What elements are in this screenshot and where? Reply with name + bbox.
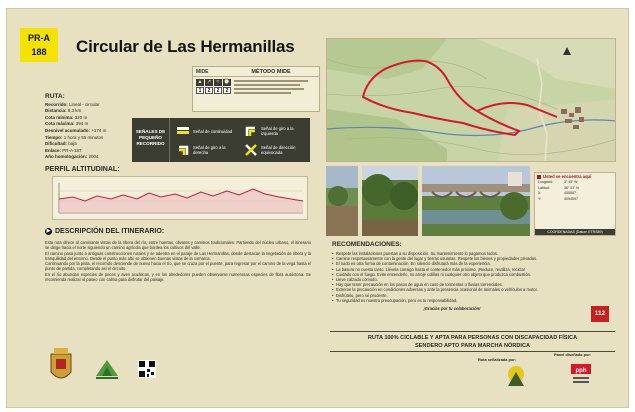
- landscape-photo: [326, 166, 358, 236]
- location-marker-icon: [537, 175, 541, 179]
- trail-signs-legend: [132, 118, 310, 162]
- recommendations-heading: RECOMENDACIONES:: [332, 241, 402, 248]
- environment-icon: ▲: [197, 79, 203, 85]
- coordinate-row: X: 405587: [538, 191, 576, 196]
- you-are-here-box: [534, 172, 616, 236]
- mide-rating-grid: [196, 79, 231, 94]
- collaboration-note: ¡Gracias por tu colaboración!: [423, 306, 481, 312]
- recommendation-item: • Disfrútelo, pero sé prudente.: [332, 293, 572, 298]
- recommendation-item: • Cuidado con el fuego. Evite encenderlo, no arroje colillas ni cualquier otro objeto que produzca combustión.: [332, 272, 572, 277]
- route-summary-row: Tiempo: 1 hora y 55 minutos: [45, 134, 104, 140]
- arrow-right-icon: ▶: [46, 228, 51, 234]
- route-summary-row: Dificultad: baja: [45, 141, 77, 147]
- coordinate-datum: COORDENADAS (Datum ETRS89): [535, 229, 615, 235]
- mide-rating-itinerary: 2: [205, 87, 213, 94]
- coordinate-row: Y: 4094597: [538, 196, 578, 201]
- continuity-mark-icon: [176, 124, 190, 138]
- designed-by-label: Panel diseñado por:: [554, 352, 592, 357]
- sign-turn-right: Señal de giro a la derecha: [176, 143, 231, 157]
- route-summary-row: Recorrido: Lineal - circular: [45, 101, 100, 107]
- mide-logo: MIDE: [196, 68, 209, 75]
- mide-rating-displacement: 2: [214, 87, 222, 94]
- accessibility-banner-line1: RUTA 100% CICLABLE Y APTA PARA PERSONAS CON DISCAPACIDAD FÍSICA: [367, 335, 578, 341]
- sign-wrong-way: Señal de dirección equivocada: [244, 143, 305, 157]
- description-paragraph: En el río abundan especies de peces y aves acuáticas, y en los alrededores pueden observarse numerosas especies de flora autóctona. Se recomienda realizar el paseo con calma para disfrutar del paisaje.: [45, 271, 311, 282]
- route-summary: [45, 94, 106, 161]
- description-paragraph: Esta ruta ofrece al caminante vistas de la ribera del río, entre huertas, olivares y caminos tradicionales. Partiendo del núcleo urbano, el itinerario se dirige hacia el norte siguiendo un camino agrícola que bordea los cultivos del valle.: [45, 240, 311, 251]
- qr-code: [138, 360, 156, 383]
- trail-signs-label: SEÑALES DE PEQUEÑO RECORRIDO: [132, 118, 170, 162]
- description-paragraph: El camino pasa junto a antiguas construcciones rurales y se adentra en el paraje de Las Hermanillas, donde destacan la vegetación de ribera y la tranquilidad del entorno. Desde el punto más alto se obtienen buenas vistas de la comarca.: [45, 250, 311, 261]
- mide-rating-environment: 1: [196, 87, 204, 94]
- federation-logo: [502, 364, 530, 395]
- recommendations-list: [332, 251, 572, 311]
- wrong-way-mark-icon: [244, 143, 258, 157]
- mide-method-box: [192, 66, 320, 112]
- recommendation-item: • El ruido es otra forma de contaminación. En silencio disfrutará más de la experiencia.: [332, 261, 572, 266]
- topographic-map-graphic: [327, 39, 616, 162]
- route-summary-heading: RUTA:: [45, 93, 65, 100]
- recommendation-item: • Camine respetuosamente con la gente del lugar y tierras usuarias. Respete los bienes y propiedades privadas.: [332, 256, 572, 261]
- route-code-prefix: PR-A: [28, 33, 50, 43]
- signposted-by-label: Ruta señalizada por:: [478, 357, 517, 362]
- recommendation-item: • La basura no cuesta tanto. Llévela consigo hasta el contenedor más próximo. ¡Reduce, reutiliza, recicla!: [332, 267, 572, 272]
- elevation-profile-graphic: [53, 177, 307, 219]
- effort-icon: ⌚: [223, 79, 231, 85]
- route-map: [326, 38, 616, 162]
- svg-text:pph: pph: [575, 368, 587, 374]
- itinerary-description-heading: ▶ DESCRIPCIÓN DEL ITINERARIO:: [46, 228, 165, 235]
- recommendation-item: • Respete las instalaciones puestas a su disposición. Su mantenimiento lo pagamos todos.: [332, 251, 572, 256]
- coordinate-row: Longitud: 3° 45' W: [538, 180, 578, 185]
- accessibility-banner-line2: SENDERO APTO PARA MARCHA NÓRDICA: [414, 343, 531, 349]
- elevation-profile-heading: PERFIL ALTITUDINAL:: [45, 166, 120, 173]
- route-summary-row: Enlace: PR-A 187: [45, 147, 82, 153]
- sign-turn-left: Señal de giro a la izquierda: [244, 124, 301, 138]
- itinerary-description: [45, 240, 311, 282]
- recommendation-item: • Extreme la precaución en condiciones adversas y ante la presencia ocasional de animales o vehículos a motor.: [332, 287, 572, 292]
- route-summary-row: Desnivel acumulado: +174 m: [45, 127, 107, 133]
- itinerary-icon: ↗: [206, 79, 212, 85]
- elevation-profile: [52, 176, 308, 220]
- accessibility-banner: [330, 331, 615, 352]
- mide-title: MÉTODO MIDE: [251, 68, 291, 75]
- bridge-photo: [422, 166, 530, 236]
- municipal-coat-of-arms: [48, 346, 74, 391]
- mide-rating-effort: 2: [223, 87, 231, 94]
- turn-left-mark-icon: [244, 124, 258, 138]
- route-code-number: 188: [31, 47, 47, 57]
- coordinate-row: Latitud: 36° 57' N: [538, 185, 579, 190]
- you-are-here-title: Usted se encuentra aquí: [543, 174, 592, 179]
- page-title: Circular de Las Hermanillas: [76, 37, 295, 56]
- route-summary-row: Distancia: 6,3 km: [45, 108, 82, 114]
- displacement-icon: ≈: [214, 79, 222, 86]
- designer-logo: [570, 362, 592, 393]
- recommendation-item: • Hay que tener precaución en los pasos de agua en caso de tormentas o lluvias torrenciales.: [332, 282, 572, 287]
- mide-legend-text: [234, 79, 316, 94]
- route-code-badge: [20, 28, 58, 62]
- sign-continuity: Señal de continuidad: [176, 124, 232, 138]
- rural-development-logo: [90, 356, 124, 387]
- recommendation-item: • Lleve calzado cómodo.: [332, 277, 572, 282]
- route-summary-row: Cota máxima: 394 m: [45, 121, 89, 127]
- route-summary-row: Año homologación: 2004: [45, 154, 99, 160]
- description-paragraph: Continuando por la pista, el recorrido desciende de nuevo hacia el río, que se cruza por el puente, para regresar por el camino de la vega hasta el punto de partida, completando así el circuito.: [45, 261, 311, 272]
- landscape-photo: [362, 166, 418, 236]
- emergency-number-badge: 112: [591, 306, 609, 322]
- recommendation-item: • Tu seguridad es nuestra preocupación, pero es tu responsabilidad.: [332, 298, 572, 303]
- route-summary-row: Cota mínima: 320 m: [45, 114, 88, 120]
- turn-right-mark-icon: [176, 143, 190, 157]
